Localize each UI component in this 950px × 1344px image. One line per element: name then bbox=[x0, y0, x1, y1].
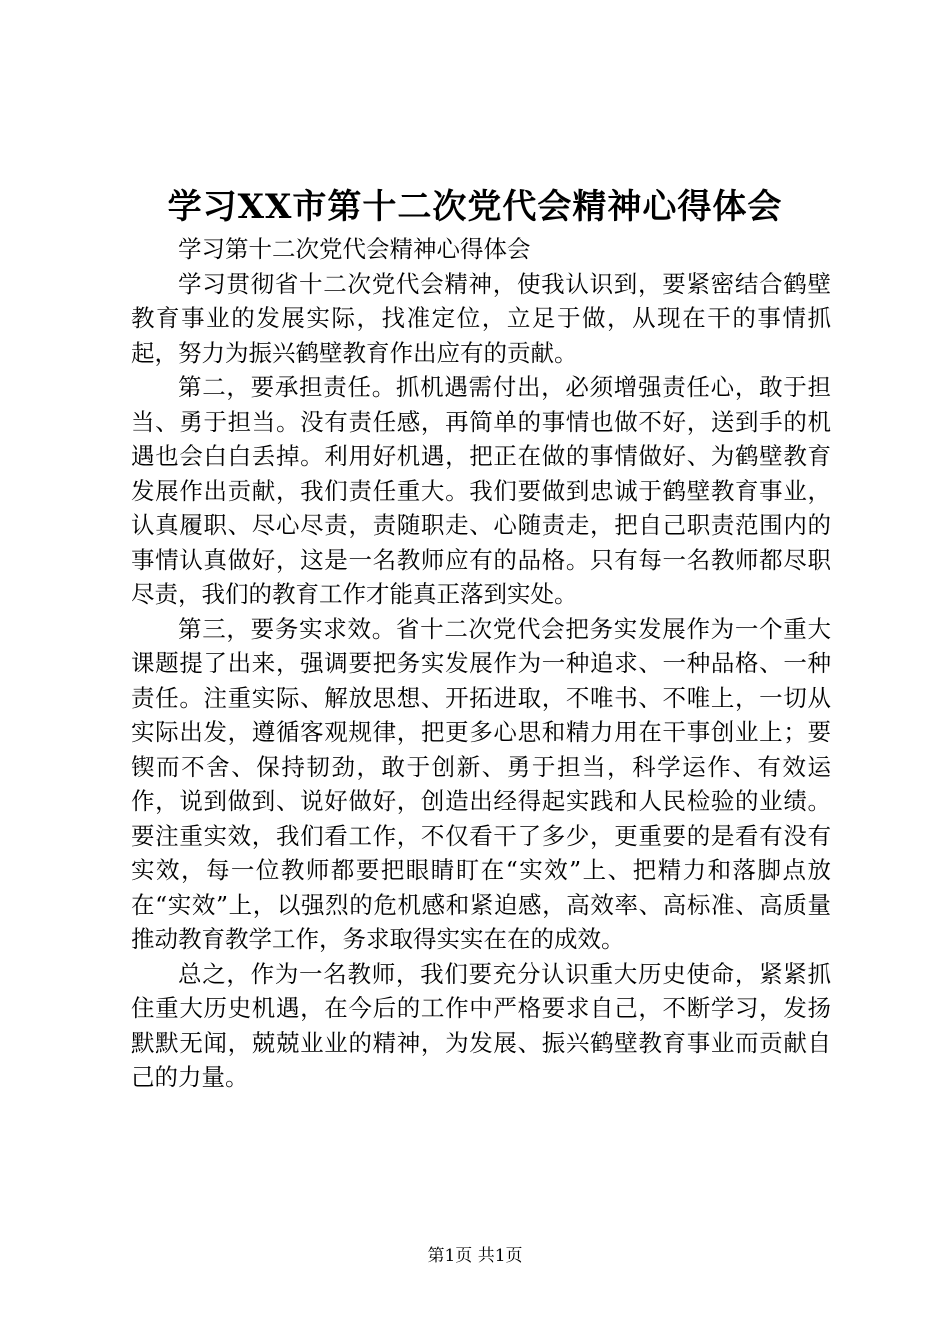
body-paragraph-second: 第二，要承担责任。抓机遇需付出，必须增强责任心，敢于担当、勇于担当。没有责任感，再简单的事情也做不好，送到手的机遇也会白白丢掉。利用好机遇，把正在做的事情做好、为鹤壁教育发展作出贡献，我们责任重大。我们要做到忠诚于鹤壁教育事业，认真履职、尽心尽责，责随职走、心随责走，把自己职责范围内的事情认真做好，这是一名教师应有的品格。只有每一名教师都尽职尽责，我们的教育工作才能真正落到实处。 bbox=[131, 373, 831, 608]
page-number-footer: 第1页 共1页 bbox=[427, 1246, 523, 1266]
subtitle-paragraph: 学习第十二次党代会精神心得体会 bbox=[178, 235, 531, 263]
document-title: 学习XX市第十二次党代会精神心得体会 bbox=[167, 187, 783, 227]
document-body bbox=[131, 232, 831, 1095]
body-paragraph-third: 第三，要务实求效。省十二次党代会把务实发展作为一个重大课题提了出来，强调要把务实发展作为一种追求、一种品格、一种责任。注重实际、解放思想、开拓进取，不唯书、不唯上，一切从实际出发，遵循客观规律，把更多心思和精力用在干事创业上；要锲而不舍、保持韧劲，敢于创新、勇于担当，科学运作、有效运作，说到做到、说好做好，创造出经得起实践和人民检验的业绩。要注重实效，我们看工作，不仅看干了多少，更重要的是看有没有实效，每一位教师都要把眼睛盯在“实效”上、把精力和落脚点放在“实效”上，以强烈的危机感和紧迫感，高效率、高标准、高质量推动教育教学工作，务求取得实实在在的成效。 bbox=[131, 614, 831, 953]
body-paragraph-intro: 学习贯彻省十二次党代会精神，使我认识到，要紧密结合鹤壁教育事业的发展实际，找准定位，立足于做，从现在干的事情抓起，努力为振兴鹤壁教育作出应有的贡献。 bbox=[131, 269, 831, 367]
body-paragraph-conclusion: 总之，作为一名教师，我们要充分认识重大历史使命，紧紧抓住重大历史机遇，在今后的工作中严格要求自己，不断学习，发扬默默无闻，兢兢业业的精神，为发展、振兴鹤壁教育事业而贡献自己的力量。 bbox=[131, 959, 831, 1091]
